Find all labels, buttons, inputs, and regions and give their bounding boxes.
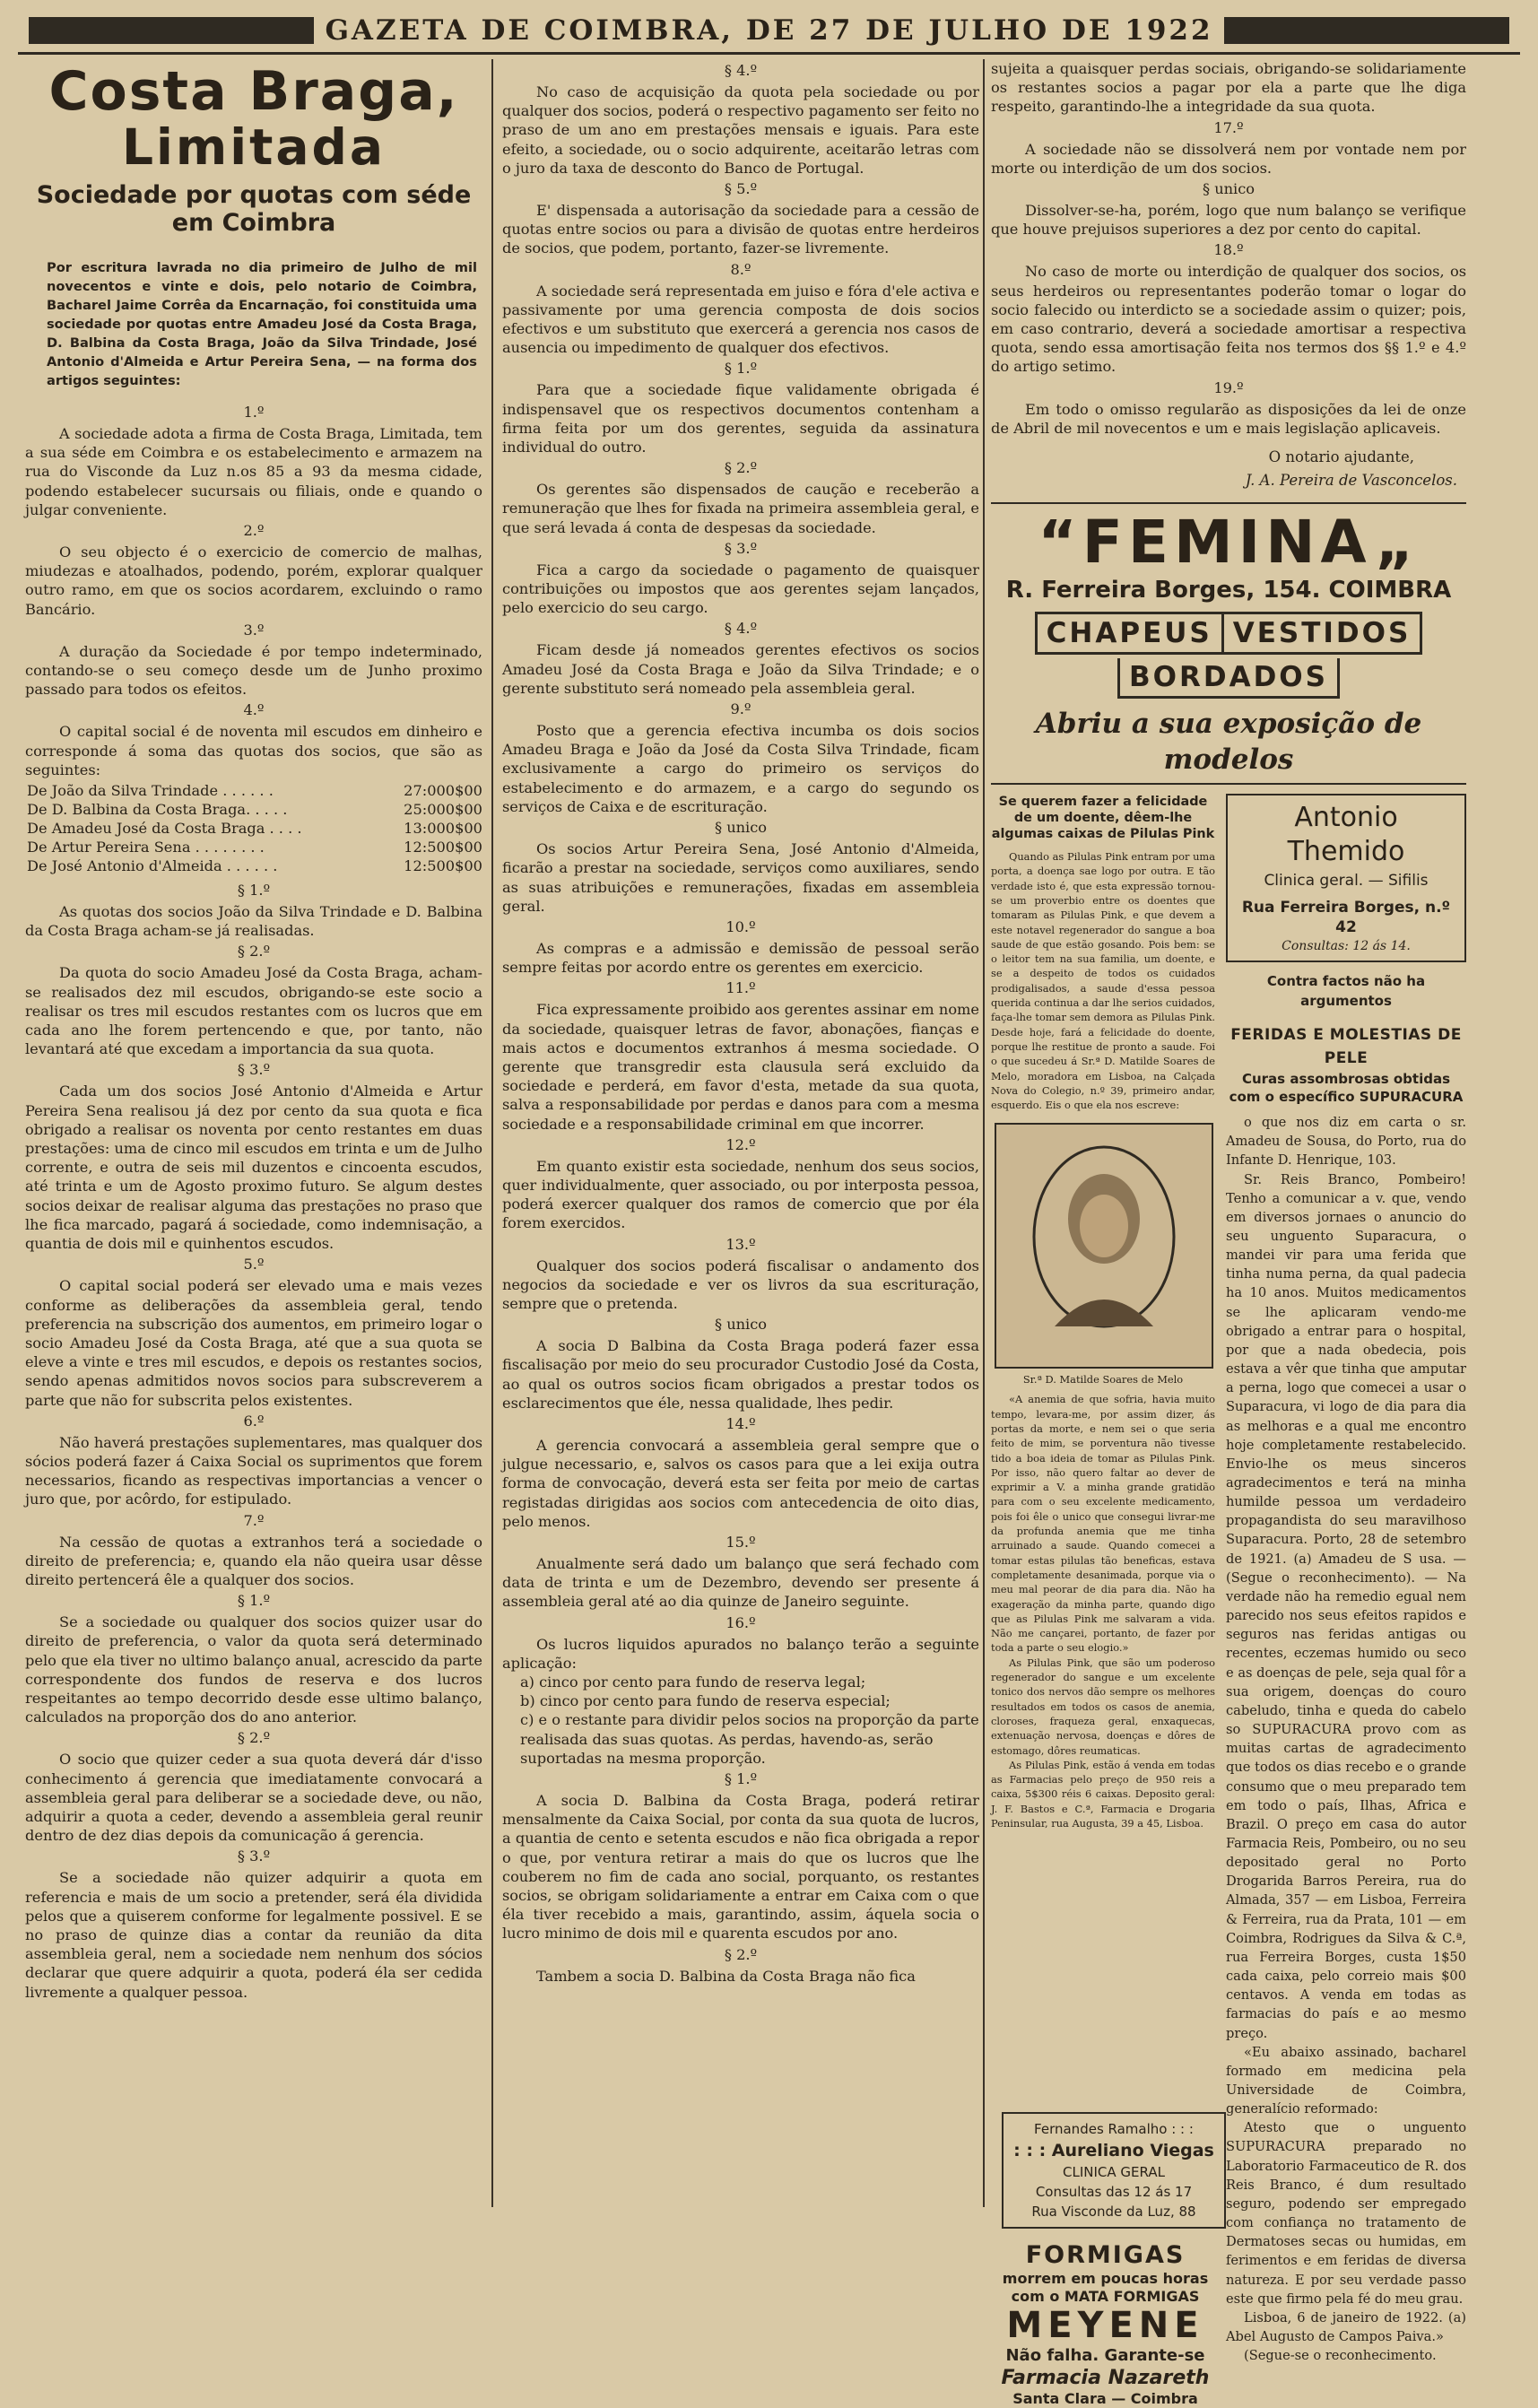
article-text: Dissolver-se-ha, porém, logo que num balanço se verifique que houve prejuisos superiores a dez por cento do capital. — [991, 202, 1466, 239]
article-text: Fica a cargo da sociedade o pagamento de quaisquer contribuições ou impostos que aos gerentes sejam lançados, pelo exercicio do seu cargo. — [502, 561, 979, 617]
paragraph-number: § 5.º — [724, 180, 758, 198]
article-text: Os lucros liquidos apurados no balanço terão a seguinte aplicação: — [502, 1635, 979, 1672]
quota-value: 25:000$00 — [404, 801, 482, 819]
doctor-name-2: : : : Aureliano Viegas — [1013, 2141, 1214, 2161]
article-text: Os gerentes são dispensados de caução e receberão a remuneração que lhes for fixada na primeira assembleia geral, e que será levada á conta de despesas da sociedade. — [502, 481, 979, 536]
quota-holder: De João da Silva Trindade . . . . . . — [27, 782, 274, 800]
column-divider — [983, 59, 985, 2207]
quota-holder: De Artur Pereira Sena . . . . . . . . — [27, 839, 265, 856]
article-number: 2.º — [243, 522, 265, 540]
portrait-caption: Sr.ª D. Matilde Soares de Melo — [1022, 1373, 1184, 1387]
quota-row — [25, 781, 482, 800]
supuracura-letter: Sr. Reis Branco, Pombeiro! Tenho a comunicar a v. que, vendo em diversos jornaes o anuncio do seu unguento Suparacura, o mandei vir para uma ferida que tinha numa perna, da qual padecia ha 10 anos. Muitos medicamentos se lhe aplicaram vendo-me obrigado a entrar para o hospital, por que a nada obedecia, pois estava a vêr que tinha que amputar a perna, logo que comecei a usar o Suparacura, vi logo de dia para dia as melhoras e a qual me encontro hoje completamente restabelecido. Envio-lhe os meus sinceros agradecimentos e terá na minha humilde pessoa um verdadeiro propagandista do seu maravilhoso Suparacura. Porto, 28 de setembro de 1921. (a) Amadeu de S usa. — (Segue o reconhecimento). — Na verdade não ha remedio egual nem parecido nos seus efeitos rapidos e seguros nas feridas antigas ou recentes, eczemas humido ou seco e as doenças de pele, seja qual fôr a sua origem, doenças do couro cabeludo, tinha e queda do cabelo so SUPURACURA provo com as muitas cartas de agradecimento que todos os dias recebo e o grande consumo que o meu preparado tem em todo o país, Ilhas, Africa e Brazil. O preço em casa do autor Farmacia Reis, Pombeiro, ou no seu depositado geral no Porto Drogarida Barros Pereira, rua do Almada, 357 — em Lisboa, Ferreira & Ferreira, rua da Prata, 101 — em Coimbra, Rodrigues da Silva & C.ª, rua Ferreira Borges, custa 1$50 cada caixa, pelo correio mais $00 centavos. A venda em todas as farmacias do país e ao mesmo preço. — [1226, 1171, 1466, 2041]
intro-paragraph: Por escritura lavrada no dia primeiro de Julho de mil novecentos e vinte e dois, pelo notario de Coimbra, Bacharel Jaime Corrêa da Encarnação, foi constituida uma sociedade por quotas entre Amadeu José da Costa Braga, D. Balbina da Costa Braga, João da Silva Trindade, José Antonio d'Almeida e Artur Pereira Sena, — na forma dos artigos seguintes: — [47, 260, 477, 388]
article-text: Cada um dos socios José Antonio d'Almeida e Artur Pereira Sena realisou já dez por cento da sua quota e fica obrigado a realisar os noventa por cento restantes em duas prestações: uma de cinco mil escudos em trinta e um de Julho corrente, e outra de seis mil duzentos e cincoenta escudos, até trinta e um de Agosto proximo futuro. Se algum destes socios deixar de realisar alguma das prestações no praso que lhe fica marcado, pagará á sociedade, como indemnisação, a quantia de dois mil e quinhentos escudos. — [25, 1082, 482, 1253]
formigas-title: FORMIGAS — [1025, 2241, 1186, 2270]
article-text: A sociedade adota a firma de Costa Braga, Limitada, tem a sua séde em Coimbra e os estabelecimento e armazem na rua do Visconde da Luz n.os 85 a 93 da mesma cidade, podendo estabelecer sucursais ou filiais, onde e quando o julgar conveniente. — [25, 425, 482, 518]
article-number: 16.º — [726, 1613, 756, 1631]
alinea-c: c) e o restante para dividir pelos socios na proporção da parte realisada das suas quotas. As perdas, havendo-as, serão suportadas na mesma proporção. — [520, 1711, 979, 1767]
supuracura-text: o que nos diz em carta o sr. Amadeu de Sousa, do Porto, rua do Infante D. Henrique, 103. — [1226, 1115, 1466, 1169]
farmacia-name: Farmacia Nazareth — [1001, 2367, 1210, 2390]
article-number: 14.º — [726, 1414, 756, 1432]
formigas-ad — [991, 2241, 1220, 2408]
article-number: 5.º — [243, 1256, 265, 1274]
meyene-brand: MEYENE — [1006, 2305, 1204, 2347]
ads-area — [991, 788, 1466, 2408]
pilulas-pink-text: Quando as Pilulas Pink entram por uma porta, a doença sae logo por outra. E tão verdade isto é, que esta expressão tornou-se um proverbio entre os doentes que tomaram as Pilulas Pink, e que devem a este notavel regenerador do sangue a boa saude de que estão gosando. Pois bem: se o leitor tem na sua familia, um doente, e se a despeito de todos os cuidados prodigalisados, a saude d'essa pessoa querida continua a dar lhe serios cuidados, faça-lhe tomar sem demora as Pilulas Pink. Desde hoje, fará a felicidade do doente, porque lhe restitue de pronto a saude. Foi o que sucedeu á Sr.ª D. Matilde Soares de Melo, moradora em Lisboa, na Calçada Nova do Colegio, n.º 39, primeiro andar, esquerdo. Eis o que ela nos escreve: — [991, 850, 1215, 1112]
article-text: Anualmente será dado um balanço que será fechado com data de trinta e um de Dezembro, devendo ser presente á assembleia geral até ao dia quinze de Janeiro seguinte. — [502, 1554, 979, 1611]
quota-value: 12:500$00 — [404, 839, 482, 856]
farmacia-location: Santa Clara — Coimbra — [1012, 2390, 1198, 2408]
quotas-table — [25, 781, 482, 875]
masthead-left-bar — [29, 17, 314, 44]
article-text: Qualquer dos socios poderá fiscalisar o andamento dos negocios da sociedade e ver os livros da sua escrituração, sempre que o pretenda. — [502, 1256, 979, 1312]
clinica-ad — [1002, 2112, 1226, 2229]
quota-value: 27:000$00 — [404, 782, 482, 800]
supuracura-signature: Lisboa, 6 de janeiro de 1922. (a) Abel Augusto de Campos Paiva.» — [1226, 2309, 1466, 2345]
article-number: 7.º — [243, 1511, 265, 1529]
formigas-guarantee: Não falha. Garante-se — [1005, 2346, 1205, 2366]
themido-address: Rua Ferreira Borges, n.º 42 — [1241, 899, 1451, 937]
vestidos-box: VESTIDOS — [1224, 612, 1423, 655]
column-divider — [491, 59, 493, 2207]
article-number: 11.º — [726, 979, 756, 997]
quota-row — [25, 819, 482, 838]
pilulas-pink-headline: Se querem fazer a felicidade de um doente, dêem-lhe algumas caixas de Pilulas Pink — [991, 795, 1215, 842]
paragraph-number: § 3.º — [237, 1847, 271, 1865]
femina-boxes-row-2 — [991, 658, 1466, 699]
paragraph-number: § 1.º — [237, 882, 271, 900]
article-number: 18.º — [1213, 241, 1244, 259]
article-text: Não haverá prestações suplementares, mas qualquer dos sócios poderá fazer á Caixa Social os suprimentos que forem necessarios, ficando as respectivas importancias a vencer o juro que, por acôrdo, for estipulado. — [25, 1433, 482, 1508]
pilulas-pink-ad — [991, 788, 1215, 1830]
masthead — [18, 9, 1520, 52]
paragraph-number: § 1.º — [724, 1770, 758, 1788]
clinica-address: Rua Visconde da Luz, 88 — [1031, 2204, 1196, 2221]
chapeus-box: CHAPEUS — [1035, 612, 1224, 655]
themido-ad — [1226, 794, 1466, 962]
article-text: Ficam desde já nomeados gerentes efectivos os socios Amadeu José da Costa Braga e João da Silva Trindade; e o gerente substituto será nomeado pela assembleia geral. — [502, 641, 979, 697]
quota-value: 12:500$00 — [404, 857, 482, 875]
article-number: 9.º — [730, 700, 752, 718]
article-text: No caso de morte ou interdição de qualquer dos socios, os seus herdeiros ou representantes poderão tomar o logar do socio falecido ou interdicto se a sociedade assim o quizer; pois, em caso contrario, deverá a sociedade amortisar a respectiva quota, sendo essa amortisação feita nos termos dos §§ 1.º e 4.º do artigo setimo. — [991, 263, 1466, 376]
paragraph-number: § 1.º — [237, 1592, 271, 1610]
article-text: Para que a sociedade fique validamente obrigada é indispensavel que os respectivos documentos contenham a firma feita por um dos gerentes, seguida da assinatura individual do outro. — [502, 381, 979, 456]
article-text: E' dispensada a autorisação da sociedade para a cessão de quotas entre socios ou para a divisão de quotas entre herdeiros de socios, que podem, portanto, fazer-se livremente. — [502, 202, 979, 257]
alineas-list — [520, 1673, 979, 1768]
article-text: A duração da Sociedade é por tempo indeterminado, contando-se o seu começo desde um de Junho proximo passado para todos os efeitos. — [25, 642, 482, 699]
paragraph-number: § 2.º — [724, 1945, 758, 1963]
themido-speciality: Clinica geral. — Sifilis — [1264, 872, 1429, 891]
paragraph-number: § 3.º — [724, 539, 758, 557]
supuracura-attest: Atesto que o unguento SUPURACURA preparado no Laboratorio Farmaceutico de R. dos Reis Branco, é dum resultado seguro, podendo ser empregado com confiança no tratamento de Dermatoses secas ou humidas, em ferimentos e em feridas de diversa natureza. E por seu verdade passo este que firmo pela fé do meu grau. — [1226, 2120, 1466, 2307]
article-text: A socia D. Balbina da Costa Braga, poderá retirar mensalmente da Caixa Social, por conta da sua quota de lucros, a quantia de cento e setenta escudos e não fica obrigada a repor o que, por ventura retirar a mais do que os lucros que lhe couberem no fim de cada ano social, porquanto, os restantes socios, se obrigam solidariamente a entrar em Caixa com o que éla tiver recebido a mais, garantindo, assim, áquela socia o lucro minimo de dois mil e quarenta escudos por ano. — [502, 1792, 979, 1943]
article-text: Posto que a gerencia efectiva incumba os dois socios Amadeu Braga e João da José da Costa Silva Trindade, ficam exclusivamente a cargo do primeiro os serviços do estabelecimento e do armazem, e a cargo do segundo os serviços de Caixa e de escrituração. — [502, 722, 979, 815]
article-text: Tambem a socia D. Balbina da Costa Braga não fica — [536, 1967, 916, 1985]
company-name: Costa Braga, — [48, 60, 459, 123]
article-text: O socio que quizer ceder a sua quota deverá dár d'isso conhecimento á gerencia que imediatamente convocará a assembleia geral para deliberar se a sociedade deve, ou não, adquirir a quota a ceder, devendo a assembleia geral reunir dentro de dez dias depois da comunicação á gerencia. — [25, 1751, 482, 1845]
company-subtitle-line2: em Coimbra — [171, 209, 336, 237]
factos-headline: Contra factos não ha argumentos — [1266, 973, 1426, 1010]
doctor-name: Fernandes Ramalho : : : — [1034, 2121, 1194, 2138]
portrait-image — [995, 1123, 1213, 1369]
article-text: O seu objecto é o exercicio de comercio de malhas, miudezas e atoalhados, podendo, porém, explorar qualquer outro ramo, em que os socios acordarem, excluindo o ramo Bancário. — [25, 543, 482, 618]
formigas-subtitle: morrem em poucas horas com o MATA FORMIGAS — [1002, 2270, 1209, 2306]
quota-value: 13:000$00 — [404, 820, 482, 838]
article-text: Em todo o omisso regularão as disposições da lei de onze de Abril de mil novecentos e um e mais legislação aplicaveis. — [991, 400, 1466, 437]
pilulas-pink-price: As Pilulas Pink, estão á venda em todas as Farmacias pelo preço de 950 reis a caixa, 5$300 réis 6 caixas. Deposito geral: J. F. Bastos e C.ª, Farmacia e Drogaria Peninsular, rua Augusta, 39 a 45, Lisboa. — [991, 1758, 1215, 1830]
right-ads-column — [1226, 788, 1466, 2365]
column-1 — [25, 59, 482, 2207]
alinea-b: b) cinco por cento para fundo de reserva especial; — [520, 1692, 891, 1710]
clinica-label: CLINICA GERAL — [1063, 2164, 1165, 2181]
article-text: No caso de acquisição da quota pela sociedade ou por qualquer dos socios, poderá o respectivo pagamento ser feito no praso de um ano em prestações mensais e iguais. Para este efeito, a sociedade, ou o socio adquirente, aceitarão letras com o juro da taxa de desconto do Banco de Portugal. — [502, 83, 979, 177]
portrait-woman-icon — [1014, 1138, 1194, 1353]
quota-holder: De Amadeu José da Costa Braga . . . . — [27, 820, 302, 838]
article-text: A sociedade não se dissolverá nem por vontade nem por morte ou interdição de um dos socios. — [991, 140, 1466, 177]
paragraph-number: § unico — [714, 819, 768, 837]
masthead-rule — [18, 52, 1520, 55]
article-number: 1.º — [243, 404, 265, 421]
supuracura-recognition: (Segue-se o reconhecimento. — [1244, 2348, 1437, 2364]
article-text: O capital social poderá ser elevado uma e mais vezes conforme as deliberações da assembleia geral, tendo preferencia na subscrição dos aumentos, em primeiro logar o socio Amadeu José da Costa Braga, até que a sua quota se eleve a vinte e tres mil escudos, e depois os restantes socios, sendo apenas admitidos novos socios para subscreverem a parte que não for subscrita pelos existentes. — [25, 1277, 482, 1409]
bordados-box: BORDADOS — [1117, 658, 1340, 699]
article-number: 12.º — [726, 1135, 756, 1153]
paragraph-number: § 1.º — [724, 360, 758, 378]
article-text: A gerencia convocará a assembleia geral sempre que o julgue necessario, e, salvos os casos para que a lei exija outra forma de convocação, deverá esta ser feita por meio de cartas registadas dirigidas aos socios com antecedencia de oito dias, pelo menos. — [502, 1436, 979, 1530]
article-text: O capital social é de noventa mil escudos em dinheiro e corresponde á soma das quotas dos socios, que são as seguintes: — [25, 723, 482, 778]
article-text: sujeita a quaisquer perdas sociais, obrigando-se solidariamente os restantes socios a pagar por ela a parte que lhe diga respeito, garantindo-lhe a integridade da sua quota. — [991, 60, 1466, 116]
section-rule — [991, 783, 1466, 785]
article-text: A socia D Balbina da Costa Braga poderá fazer essa fiscalisação por meio do seu procurador Custodio José da Costa, ao qual os outros socios ficam obrigados a prestar todos os esclarecimentos que éle, nessa qualidade, lhes pedir. — [502, 1337, 979, 1412]
company-name-line2: Limitada — [122, 118, 386, 176]
paragraph-number: § 4.º — [724, 620, 758, 638]
column-2 — [502, 59, 979, 2207]
quota-row — [25, 838, 482, 856]
alinea-a: a) cinco por cento para fundo de reserva legal; — [520, 1673, 866, 1691]
article-number: 13.º — [726, 1235, 756, 1253]
section-rule — [991, 502, 1466, 504]
masthead-title: GAZETA DE COIMBRA, DE 27 DE JULHO DE 1922 — [325, 14, 1213, 47]
quota-row — [25, 856, 482, 875]
curas-subheadline: Curas assombrosas obtidas com o específico SUPURACURA — [1229, 1071, 1464, 1106]
paragraph-number: § 2.º — [724, 459, 758, 477]
article-number: 17.º — [1213, 118, 1244, 136]
article-text: Em quanto existir esta sociedade, nenhum dos seus socios, quer individualmente, quer associado, ou por interposta pessoa, poderá exercer qualquer dos ramos de comercio que por éla forem exercidos. — [502, 1157, 979, 1232]
paragraph-number: § unico — [1202, 180, 1256, 198]
themido-name: Antonio Themido — [1287, 802, 1405, 868]
quota-holder: De José Antonio d'Almeida . . . . . . — [27, 857, 278, 875]
article-number: 15.º — [726, 1533, 756, 1551]
article-number: 19.º — [1213, 378, 1244, 396]
article-text: As quotas dos socios João da Silva Trindade e D. Balbina da Costa Braga acham-se já realisadas. — [25, 903, 482, 940]
column-3 — [991, 59, 1466, 2408]
themido-hours: Consultas: 12 ás 14. — [1282, 939, 1411, 954]
supuracura-attest-intro: «Eu abaixo assinado, bacharel formado em medicina pela Universidade de Coimbra, generalício reformado: — [1226, 2044, 1466, 2117]
article-text: Se a sociedade ou qualquer dos socios quizer usar do direito de preferencia, o valor da quota será determinado pelo que ela tiver no ultimo balanço anual, acrescido da parte correspondente dos fundos de reserva e dos lucros respeitantes ao tempo decorrido desde esse ultimo balanço, calculados na proporção dos do ano anterior. — [25, 1613, 482, 1726]
feridas-headline: FERIDAS E MOLESTIAS DE PELE — [1230, 1026, 1462, 1068]
article-text: Da quota do socio Amadeu José da Costa Braga, acham-se realisados dez mil escudos, obrigando-se este socio a realisar os tres mil escudos restantes com os lucros que em cada ano lhe forem pertencendo e que, por tanto, não levantará até que excedam a importancia da sua quota. — [25, 964, 482, 1058]
femina-ad-title: “FEMINA„ — [1038, 508, 1420, 578]
article-number: 8.º — [730, 260, 752, 278]
article-number: 6.º — [243, 1412, 265, 1430]
consultas-hours: Consultas das 12 ás 17 — [1035, 2184, 1193, 2201]
paragraph-number: § unico — [714, 1316, 768, 1334]
femina-exposition: Abriu a sua exposição de modelos — [1035, 708, 1422, 777]
notary-role: O notario ajudante, — [1268, 448, 1414, 466]
femina-ad-address: R. Ferreira Borges, 154. COIMBRA — [1005, 577, 1452, 604]
masthead-right-bar — [1224, 17, 1509, 44]
company-subtitle: Sociedade por quotas com séde — [36, 181, 472, 209]
notary-name: J. A. Pereira de Vasconcelos. — [1245, 472, 1457, 490]
article-number: 4.º — [243, 701, 265, 719]
femina-boxes-row — [991, 612, 1466, 655]
paragraph-number: § 3.º — [237, 1061, 271, 1079]
article-text: As compras e a admissão e demissão de pessoal serão sempre feitas por acordo entre os gerentes em exercicio. — [502, 939, 979, 977]
article-text: Na cessão de quotas a extranhos terá a sociedade o direito de preferencia; e, quando ela não queira usar dêsse direito pertencerá êle a qualquer dos socios. — [25, 1533, 482, 1588]
paragraph-number: § 4.º — [724, 62, 758, 79]
article-number: 10.º — [726, 917, 756, 935]
pilulas-pink-testimonial: «A anemia de que sofria, havia muito tempo, levara-me, por assim dizer, ás portas da morte, e nem sei o que seria feito de mim, se porventura não tivesse tido a boa ideia de tomar as Pilulas Pink. Por isso, não quero faltar ao dever de exprimir a V. a minha grande gratidão para com o seu excelente medicamento, pois foi êle o unico que consegui livrar-me da profunda anemia que me tinha arruinado a saude. Quando comecei a tomar estas pilulas tão beneficas, estava completamente desanimada, porque via o meu mal peorar de dia para dia. Não ha exageração da minha parte, quando digo que as Pilulas Pink me salvaram a vida. Não me cançarei, portanto, de fazer por toda a parte o seu elogio.» — [991, 1393, 1215, 1655]
article-text: Fica expressamente proibido aos gerentes assinar em nome da sociedade, quaisquer letras de favor, abonações, fianças e mais actos e documentos extranhos á mesma sociedade. O gerente que transgredir esta clausula será excluido da sociedade e perderá, em favor d'esta, metade da sua quota, salva a responsabilidade por perdas e danos para com a mesma sociedade e a responsabilidade criminal em que incorrer. — [502, 1001, 979, 1133]
quota-row — [25, 800, 482, 819]
quota-holder: De D. Balbina da Costa Braga. . . . . — [27, 801, 288, 819]
article-text: A sociedade será representada em juiso e fóra d'ele activa e passivamente por uma gerencia composta de dois socios efectivos e um substituto que exercerá a gerencia nos casos de ausencia ou impedimento de qualquer dos efectivos. — [502, 282, 979, 357]
paragraph-number: § 2.º — [237, 1729, 271, 1747]
pilulas-pink-benefits: As Pilulas Pink, que são um poderoso regenerador do sangue e um excelente tonico dos nervos dão sempre os melhores resultados em todos os casos de anemia, cloroses, fraqueza geral, enxaquecas, extenuação nervosa, doenças e dôres de estomago, dôres reumaticas. — [991, 1656, 1215, 1757]
paragraph-number: § 2.º — [237, 943, 271, 961]
article-text: Os socios Artur Pereira Sena, José Antonio d'Almeida, ficarão a prestar na sociedade, serviços como auxiliares, sendo as suas atribuições e remunerações, fixadas em assembleia geral. — [502, 840, 979, 915]
article-number: 3.º — [243, 621, 265, 639]
article-text: Se a sociedade não quizer adquirir a quota em referencia e mais de um socio a pretender, será éla dividida pelos que a quiserem conforme for legalmente possivel. E se no praso de quinze dias a contar da reunião da dita assembleia geral, nem a sociedade nem nenhum dos sócios declarar que quere adquirir a quota, poderá éla ser cedida livremente a qualquer pessoa. — [25, 1869, 482, 2001]
